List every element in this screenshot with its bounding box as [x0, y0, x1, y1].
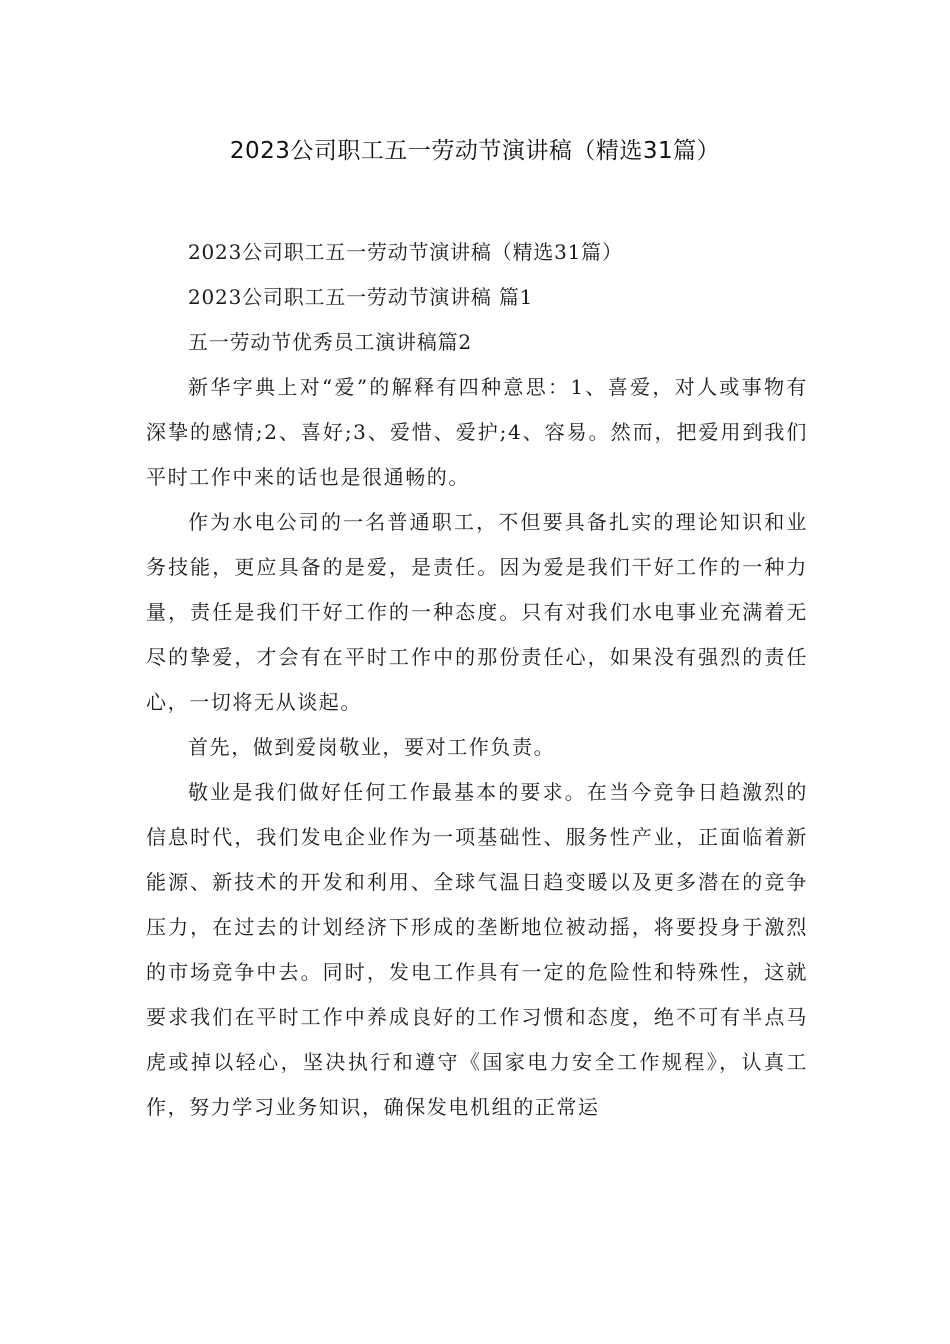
- paragraph-heading-part-2: 五一劳动节优秀员工演讲稿篇2: [188, 330, 472, 354]
- document-title: 2023公司职工五一劳动节演讲稿（精选31篇）: [229, 138, 721, 164]
- paragraph-employee-responsibility: 作为水电公司的一名普通职工，不但要具备扎实的理论知识和业务技能，更应具备的是爱，是责任。因为爱是我们干好工作的一种力量，责任是我们干好工作的一种态度。只有对我们水电事业充满着无尽的挚爱，才会有在平时工作中的那份责任心，如果没有强烈的责任心，一切将无从谈起。: [146, 510, 808, 714]
- document-body: [146, 230, 808, 1130]
- paragraph-heading-collection: 2023公司职工五一劳动节演讲稿（精选31篇）: [188, 240, 623, 264]
- paragraph-dedication: 敬业是我们做好任何工作最基本的要求。在当今竞争日趋激烈的信息时代，我们发电企业作为一项基础性、服务性产业，正面临着新能源、新技术的开发和利用、全球气温日趋变暖以及更多潜在的竞争压力，在过去的计划经济下形成的垄断地位被动摇，将要投身于激烈的市场竞争中去。同时，发电工作具有一定的危险性和特殊性，这就要求我们在平时工作中养成良好的工作习惯和态度，绝不可有半点马虎或掉以轻心，坚决执行和遵守《国家电力安全工作规程》，认真工作，努力学习业务知识，确保发电机组的正常运: [146, 780, 808, 1119]
- paragraph-heading-part-1: 2023公司职工五一劳动节演讲稿 篇1: [188, 285, 534, 309]
- paragraph-first-point: 首先，做到爱岗敬业，要对工作负责。: [188, 735, 556, 759]
- paragraph-dictionary-definition: 新华字典上对“爱”的解释有四种意思：1、喜爱，对人或事物有深挚的感情;2、喜好;3、爱惜、爱护;4、容易。然而，把爱用到我们平时工作中来的话也是很通畅的。: [146, 375, 808, 489]
